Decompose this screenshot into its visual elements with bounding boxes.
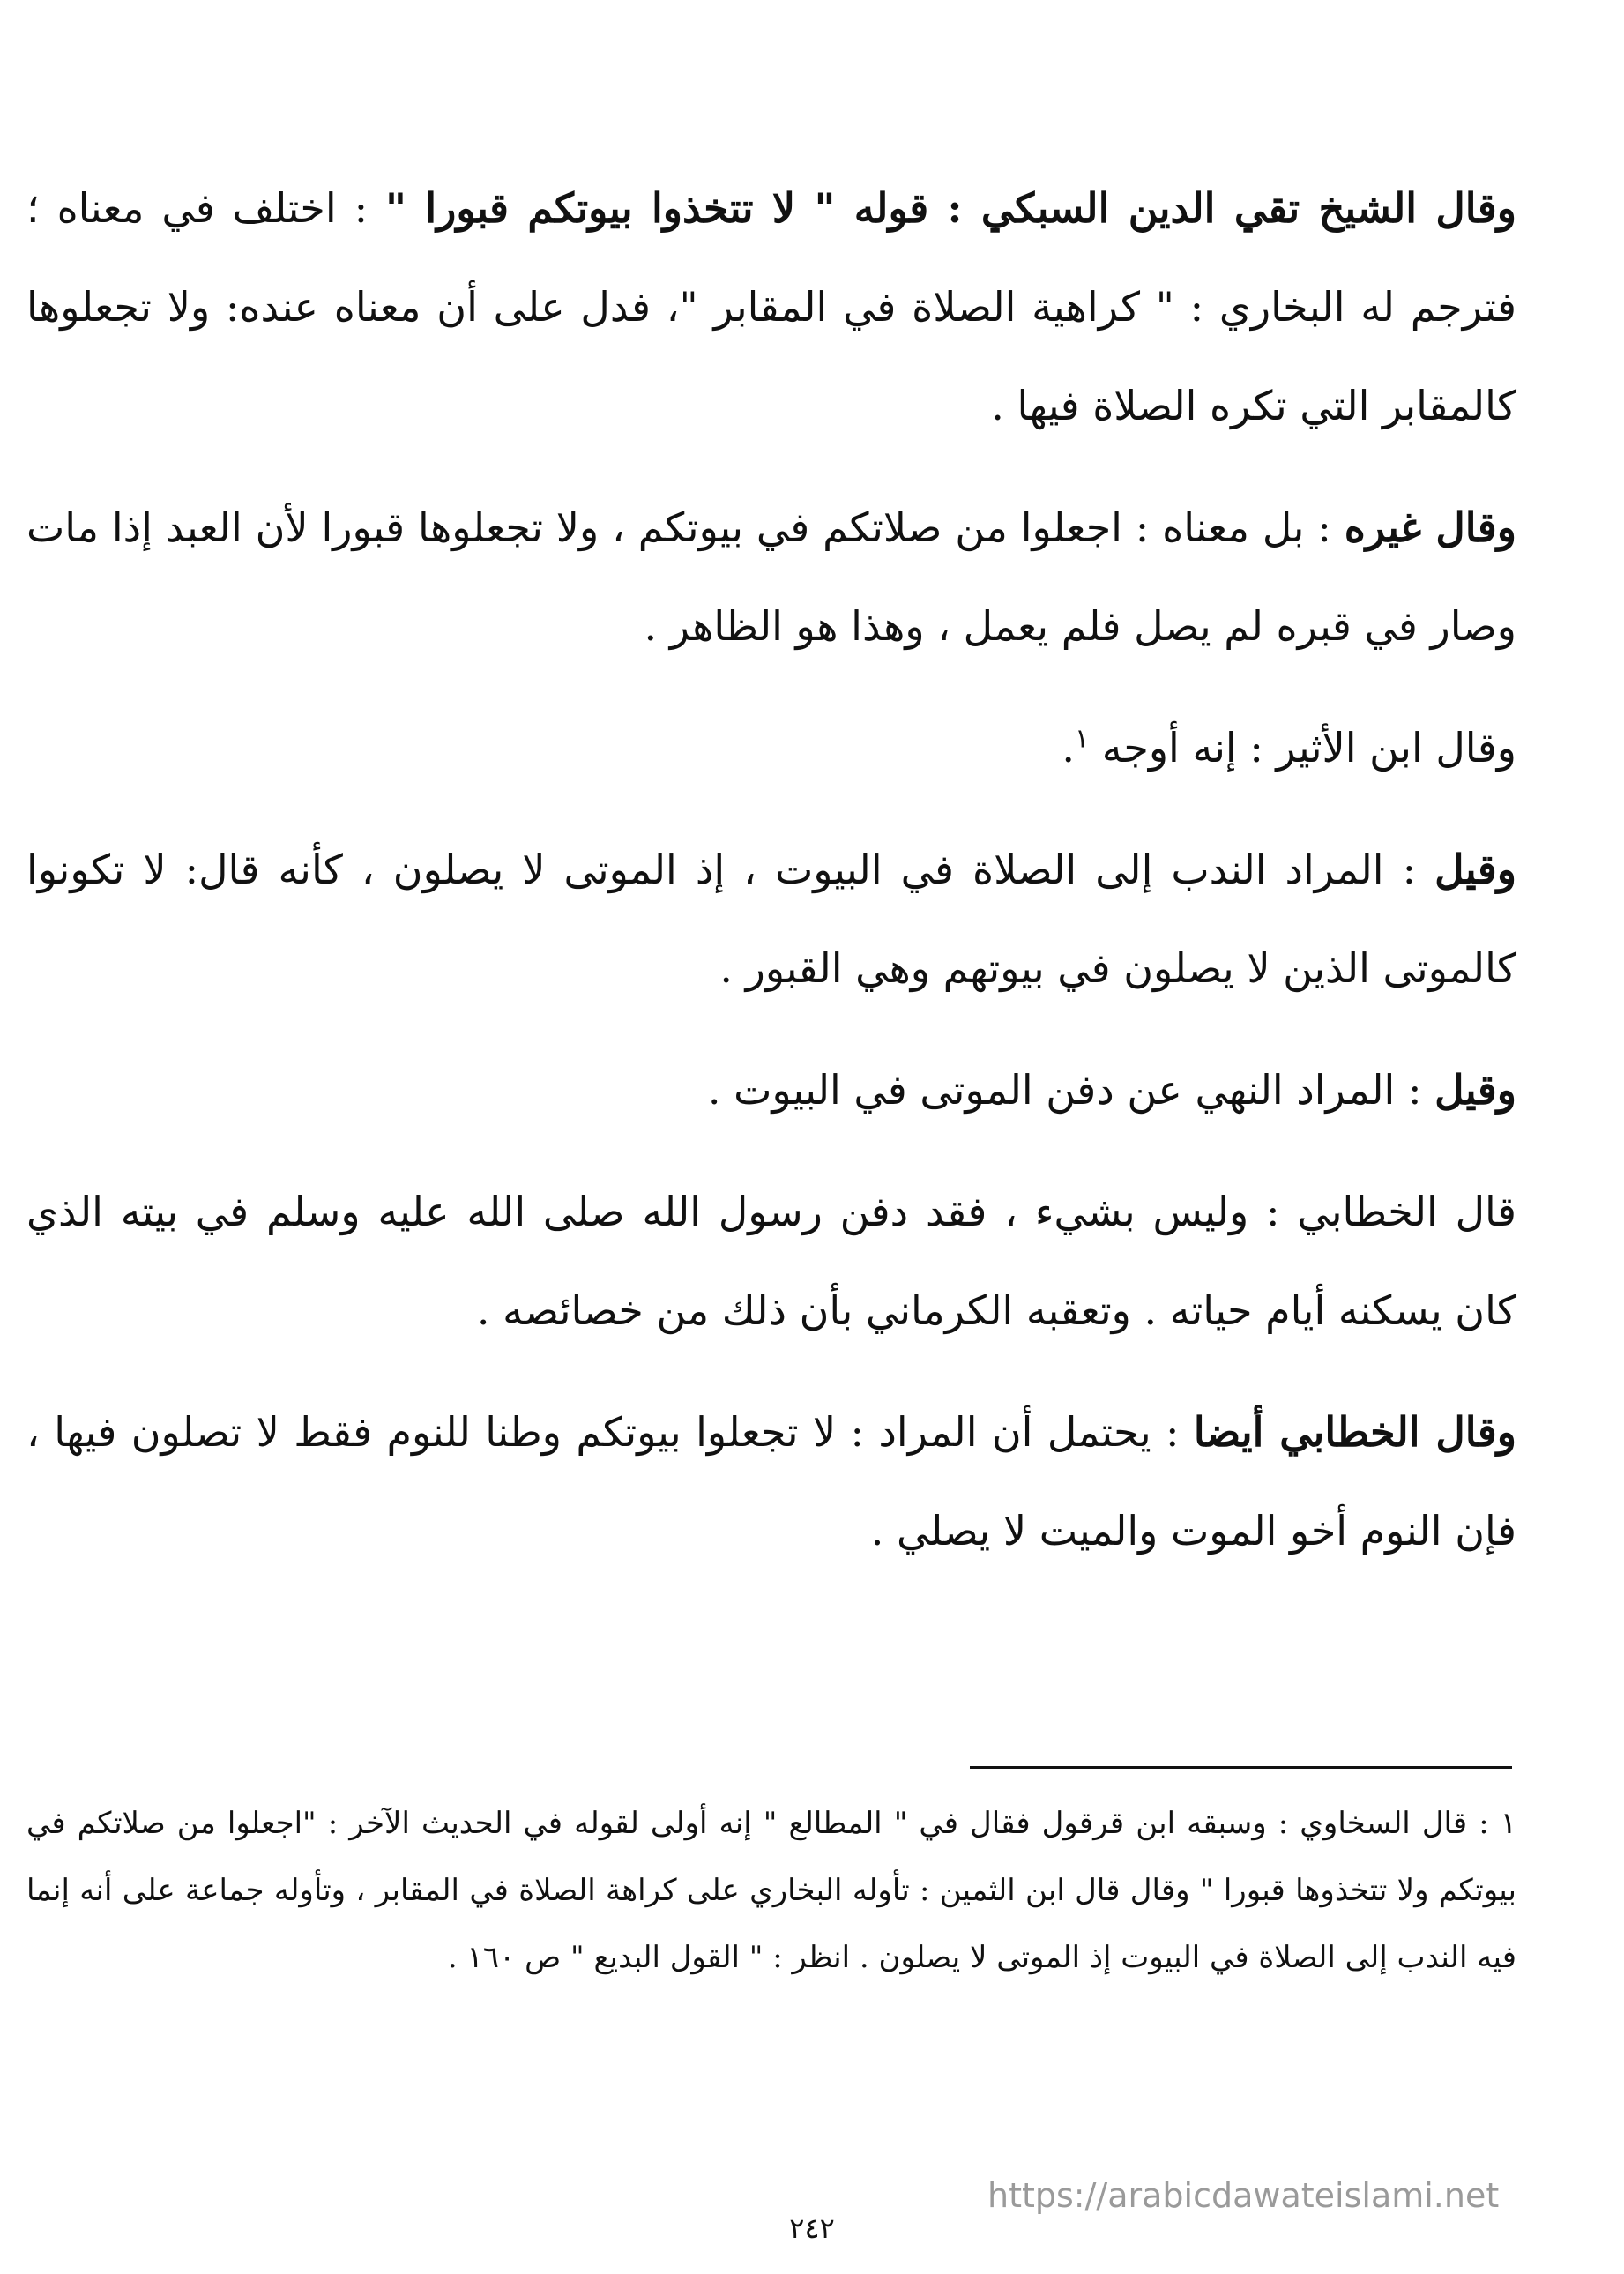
paragraph-lead: وقيل <box>1434 1066 1516 1114</box>
paragraph-lead: وقال الخطابي أيضا <box>1193 1408 1517 1456</box>
paragraph-lead: وقال غيره <box>1344 503 1516 551</box>
paragraph-khattabi-also <box>26 1383 1516 1580</box>
paragraph-body: : المراد النهي عن دفن الموتى في البيوت . <box>707 1066 1435 1114</box>
paragraph-body: وقال ابن الأثير : إنه أوجه <box>1101 724 1516 772</box>
paragraph-body: قال الخطابي : وليس بشيء ، فقد دفن رسول الله صلى الله عليه وسلم في بيته الذي كان يسكنه أيام حياته . وتعقبه الكرماني بأن ذلك من خصائصه . <box>26 1188 1516 1334</box>
paragraph-lead: وقيل <box>1434 846 1516 893</box>
watermark-url: https://arabicdawateislami.net <box>987 2176 1500 2215</box>
paragraph-qila-nadb <box>26 820 1516 1018</box>
paragraph-body: : بل معناه : اجعلوا من صلاتكم في بيوتكم ، ولا تجعلوها قبورا لأن العبد إذا مات وصار في قبره لم يصل فلم يعمل ، وهذا هو الظاهر . <box>26 503 1516 650</box>
footnote-text: ١ : قال السخاوي : وسبقه ابن قرقول فقال في " المطالع " إنه أولى لقوله في الحديث الآخر : "اجعلوا من صلاتكم في بيوتكم ولا تتخذوها قبورا " وقال قال ابن الثمين : تأوله البخاري على كراهة الصلاة في المقابر ، وتأوله جماعة على أنه إنما فيه الندب إلى الصلاة في البيوت إذ الموتى لا يصلون . انظر : " القول البديع " ص ١٦٠ . <box>26 1806 1516 1975</box>
paragraph-qila-nahy <box>26 1040 1516 1139</box>
paragraph-subki <box>26 159 1516 455</box>
paragraph-body: : يحتمل أن المراد : لا تجعلوا بيوتكم وطنا للنوم فقط لا تصلون فيها ، فإن النوم أخو الموت والميت لا يصلي . <box>26 1408 1516 1555</box>
paragraph-lead: وقال الشيخ تقي الدين السبكي : قوله " لا تتخذوا بيوتكم قبورا " <box>385 184 1516 232</box>
paragraph-khattabi <box>26 1162 1516 1360</box>
footnote <box>26 1790 1516 1991</box>
paragraph-tail: . <box>1062 724 1075 772</box>
main-text <box>26 159 1516 1603</box>
footnote-divider <box>970 1766 1512 1769</box>
page-number: ٢٤٢ <box>789 2211 835 2245</box>
footnote-reference[interactable]: ١ <box>1074 723 1090 755</box>
paragraph-body: : المراد الندب إلى الصلاة في البيوت ، إذ الموتى لا يصلون ، كأنه قال: لا تكونوا كالموتى الذين لا يصلون في بيوتهم وهي القبور . <box>26 846 1516 992</box>
paragraph-ghayruhu <box>26 478 1516 675</box>
paragraph-ibn-athir <box>26 698 1516 797</box>
paragraph-body: : اختلف في معناه ؛ فترجم له البخاري : " كراهية الصلاة في المقابر "، فدل على أن معناه عنده: ولا تجعلوها كالمقابر التي تكره الصلاة فيها . <box>26 184 1516 429</box>
